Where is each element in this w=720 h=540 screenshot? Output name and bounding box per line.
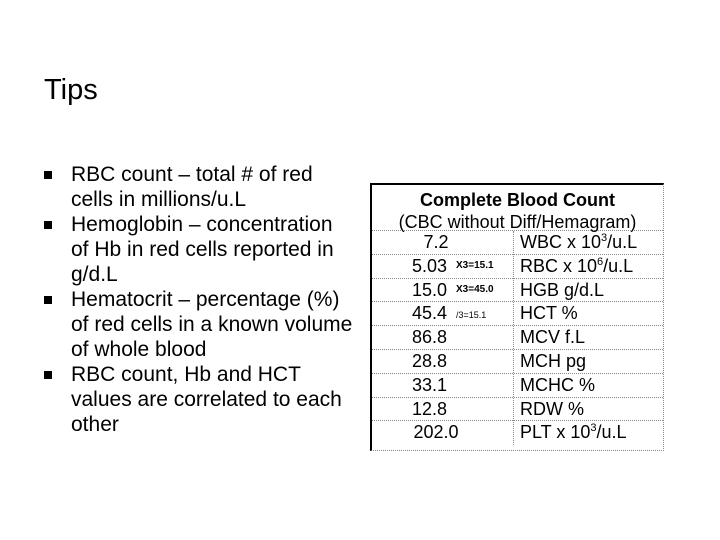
bullet-item: [44, 362, 354, 437]
calc-note: X3=45.0: [456, 283, 494, 295]
result-value: 5.03: [412, 255, 448, 276]
exponent: 6: [597, 255, 604, 268]
test-label: [520, 302, 578, 325]
result-value: 86.8: [412, 327, 448, 348]
unit-text: /u.L: [603, 255, 634, 276]
result-value: 202.0: [413, 422, 459, 443]
result-value: 7.2: [423, 232, 449, 252]
table-row: [372, 302, 663, 326]
test-label: [520, 231, 637, 254]
unit-text: /u.L: [596, 422, 627, 443]
test-label-text: MCH pg: [520, 350, 587, 371]
bullet-text: RBC count, Hb and HCT values are correlated to each other: [71, 363, 342, 436]
test-label: [520, 398, 584, 421]
bullet-list: [44, 162, 354, 437]
square-bullet-icon: [44, 171, 52, 179]
result-value: 33.1: [412, 374, 448, 395]
unit-text: /u.L: [607, 232, 638, 252]
table-row: [372, 255, 663, 279]
table-row: [372, 326, 663, 350]
bullet-item: [44, 162, 354, 212]
test-label: [520, 374, 595, 397]
result-value: 15.0: [412, 279, 448, 300]
test-label: [520, 255, 633, 278]
table-row: [372, 350, 663, 374]
cbc-rows: [372, 231, 663, 445]
test-label-text: HGB g/d.L: [520, 279, 605, 300]
test-label: [520, 279, 604, 302]
table-row: [372, 421, 663, 445]
cbc-header: [372, 185, 663, 231]
bullet-item: [44, 212, 354, 287]
slide-title: Tips: [44, 74, 98, 106]
bullet-text: Hematocrit – percentage (%) of red cells in a known volume of whole blood: [71, 288, 353, 361]
bullet-text: Hemoglobin – concentration of Hb in red cells reported in g/d.L: [71, 213, 334, 286]
test-label-text: PLT x 10: [520, 422, 591, 443]
table-row: [372, 231, 663, 255]
result-value: 45.4: [412, 303, 448, 324]
bullet-item: [44, 287, 354, 362]
test-label-text: MCV f.L: [520, 327, 586, 348]
calc-note: X3=15.1: [456, 259, 494, 271]
test-label-text: HCT %: [520, 303, 578, 324]
cbc-title: Complete Blood Count: [420, 190, 615, 210]
bullet-text: RBC count – total # of red cells in millions/u.L: [71, 163, 313, 211]
test-label: [520, 350, 586, 373]
test-label-text: MCHC %: [520, 374, 595, 395]
cbc-subtitle: (CBC without Diff/Hemagram): [398, 212, 637, 232]
test-label-text: RBC x 10: [520, 255, 598, 276]
cbc-table: [370, 183, 664, 451]
test-label-text: WBC x 10: [520, 232, 602, 252]
test-label: [520, 326, 585, 349]
square-bullet-icon: [44, 296, 52, 304]
table-row: [372, 374, 663, 398]
calc-note: /3=15.1: [456, 310, 487, 321]
test-label-text: RDW %: [520, 398, 584, 419]
result-value: 12.8: [412, 398, 448, 419]
result-value: 28.8: [412, 350, 448, 371]
exponent: 3: [601, 232, 608, 244]
square-bullet-icon: [44, 371, 52, 379]
exponent: 3: [590, 422, 597, 435]
table-row: [372, 279, 663, 303]
test-label: [520, 421, 627, 444]
square-bullet-icon: [44, 221, 52, 229]
table-row: [372, 398, 663, 422]
